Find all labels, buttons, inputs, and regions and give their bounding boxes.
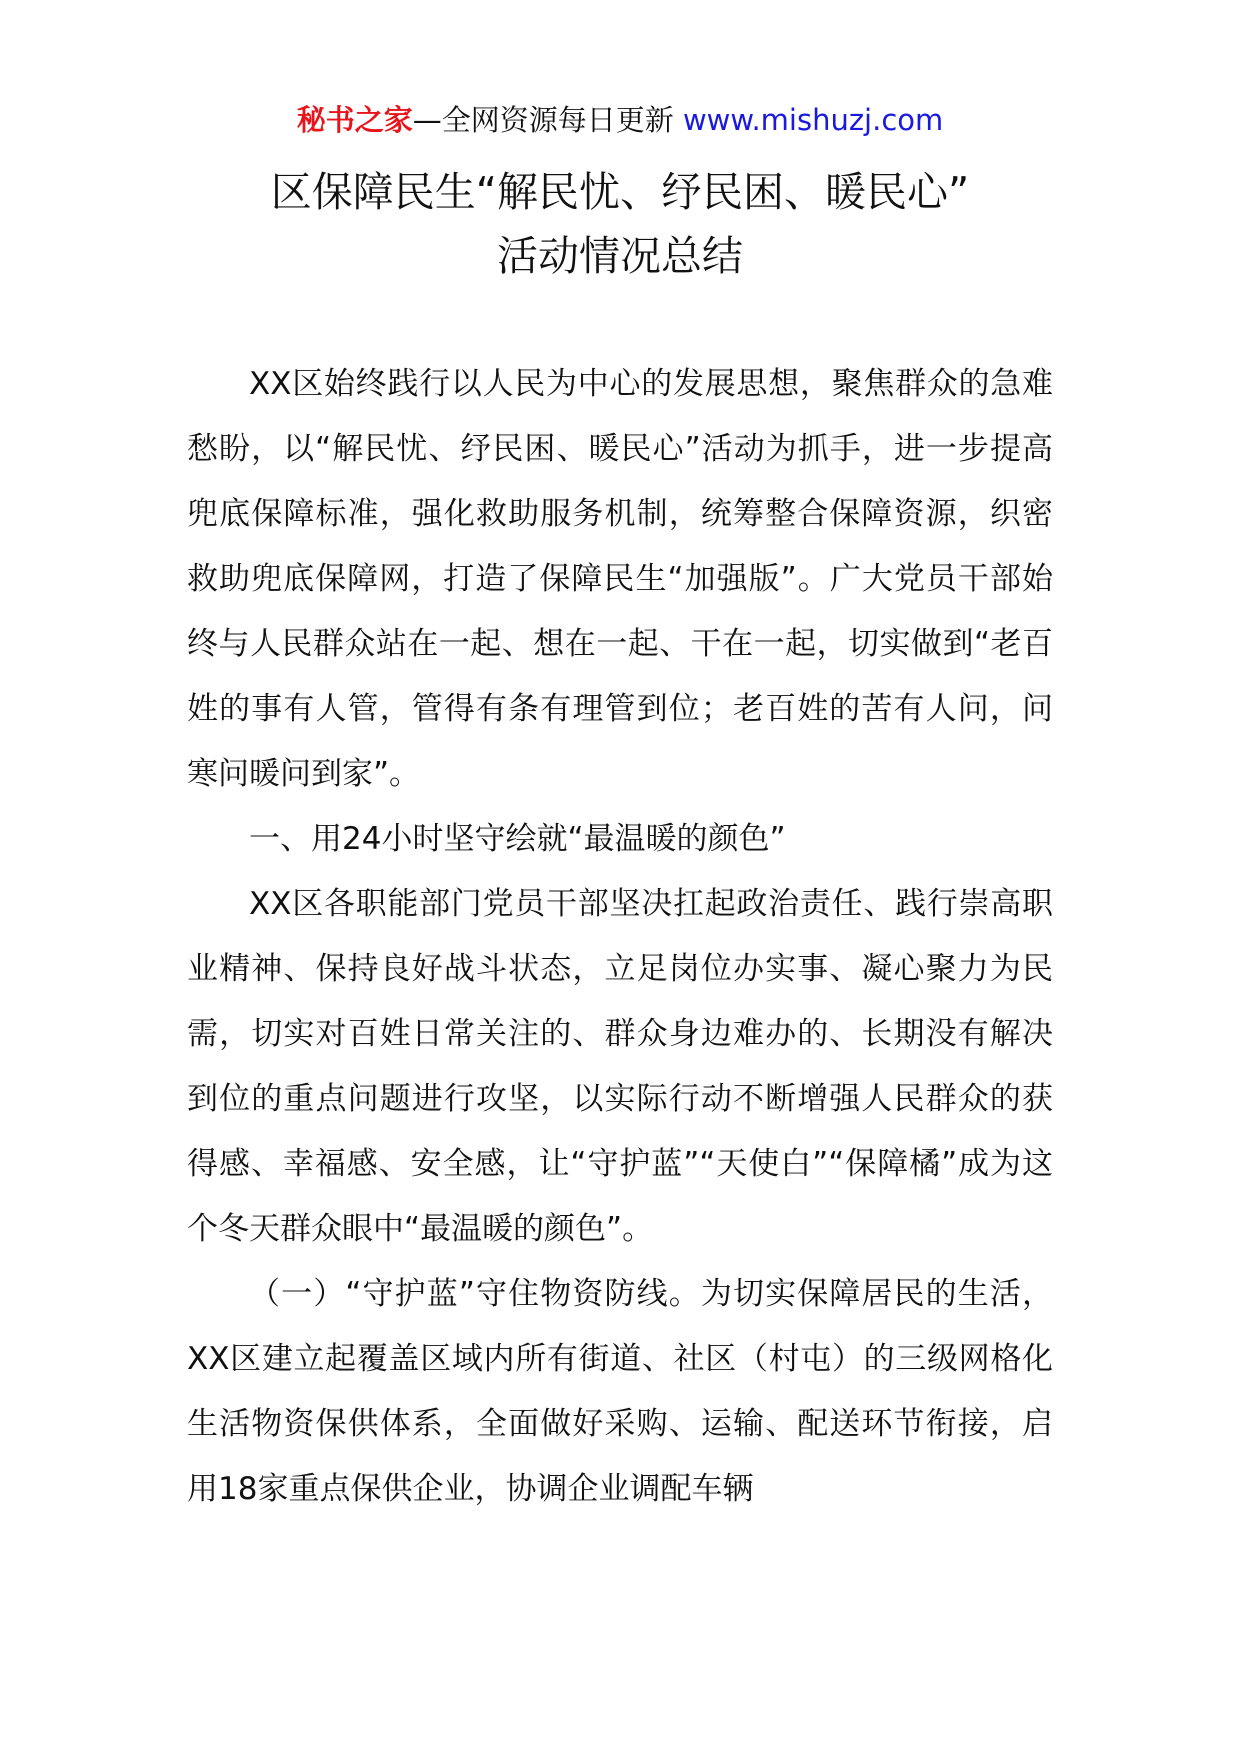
site-header bbox=[0, 100, 1240, 140]
paragraph-intro: XX区始终践行以人民为中心的发展思想，聚焦群众的急难愁盼，以“解民忧、纾民困、暖民心”活动为抓手，进一步提高兜底保障标准，强化救助服务机制，统筹整合保障资源，织密救助兜底保障网，打造了保障民生“加强版”。广大党员干部始终与人民群众站在一起、想在一起、干在一起，切实做到“老百姓的事有人管，管得有条有理管到位；老百姓的苦有人问，问寒问暖问到家”。 bbox=[187, 366, 1053, 792]
document-body bbox=[187, 352, 1053, 1522]
document-title bbox=[0, 160, 1240, 288]
paragraph-subsection-1: （一）“守护蓝”守住物资防线。为切实保障居民的生活，XX区建立起覆盖区域内所有街道、社区（村屯）的三级网格化生活物资保供体系，全面做好采购、运输、配送环节衔接，启用18家重点保供企业，协调企业调配车辆 bbox=[187, 1276, 1053, 1507]
title-line-1: 区保障民生“解民忧、纾民困、暖民心” bbox=[270, 168, 970, 216]
brand-name[interactable]: 秘书之家 bbox=[296, 103, 413, 137]
title-line-2: 活动情况总结 bbox=[497, 232, 743, 280]
site-url-link[interactable]: www.mishuzj.com bbox=[682, 103, 944, 137]
paragraph-section-1: XX区各职能部门党员干部坚决扛起政治责任、践行崇高职业精神、保持良好战斗状态，立足岗位办实事、凝心聚力为民需，切实对百姓日常关注的、群众身边难办的、长期没有解决到位的重点问题进行攻坚，以实际行动不断增强人民群众的获得感、幸福感、安全感，让“守护蓝”“天使白”“保障橘”成为这个冬天群众眼中“最温暖的颜色”。 bbox=[187, 886, 1053, 1247]
section-heading-1: 一、用24小时坚守绘就“最温暖的颜色” bbox=[249, 821, 786, 857]
site-tagline: —全网资源每日更新 bbox=[412, 103, 683, 137]
